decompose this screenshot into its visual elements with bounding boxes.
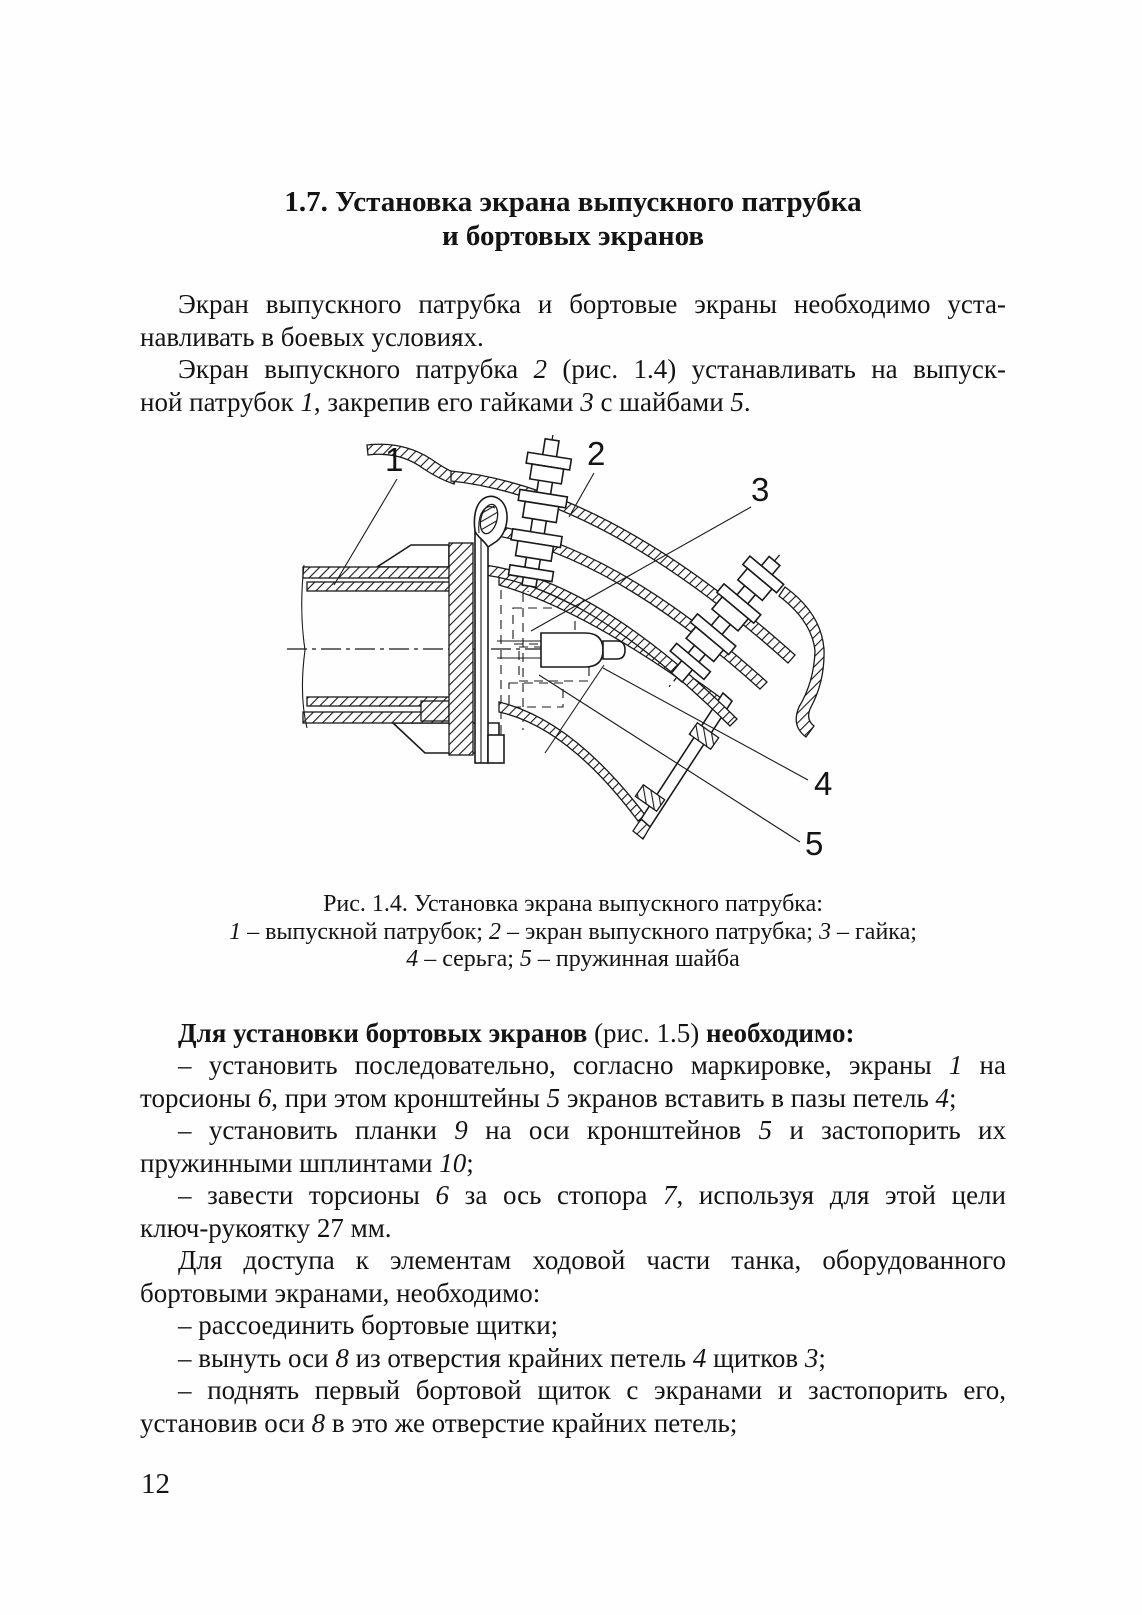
bold-run: Для установки бортовых экранов	[178, 1017, 588, 1048]
text-run: в это же отверстие крайних петель;	[325, 1407, 738, 1438]
paragraph	[140, 1114, 1006, 1179]
text-run: Экран выпускного патрубка и бортовые экраны необходимо уста-	[178, 289, 1006, 319]
italic-ref-number: 1	[948, 1050, 963, 1080]
text-run: .	[743, 386, 751, 417]
body-paragraphs-top	[140, 288, 1006, 418]
text-line	[140, 1017, 1006, 1050]
text-run: на оси кронштейнов	[467, 1115, 759, 1145]
text-run: из отверстия крайних петель	[348, 1342, 693, 1373]
italic-ref-number: 10	[439, 1147, 467, 1178]
italic-ref-number: 4	[935, 1082, 950, 1113]
text-run: ;	[949, 1082, 957, 1113]
page-number: 12	[141, 1468, 170, 1500]
text-run: ключ-рукоятку 27 мм.	[140, 1212, 392, 1243]
text-run: (рис. 1.5)	[587, 1017, 706, 1048]
callout-2: 2	[587, 435, 606, 472]
text-run: , используя для этой цели	[676, 1180, 1006, 1210]
paragraph	[140, 1179, 1006, 1244]
italic-ref-number: 5	[758, 1115, 772, 1145]
italic-ref-number: 3	[580, 386, 594, 417]
text-run: на	[962, 1050, 1006, 1080]
paragraph	[140, 1342, 1006, 1375]
text-run: навливать в боевых условиях.	[140, 321, 484, 352]
figure-caption	[140, 891, 1006, 974]
text-line	[140, 1049, 1006, 1082]
italic-ref-number: 6	[435, 1180, 450, 1210]
text-line	[140, 1244, 1006, 1277]
bold-run: необходимо:	[705, 1017, 855, 1048]
text-line	[140, 1277, 1006, 1310]
text-run: ной патрубок	[140, 386, 301, 417]
text-line	[140, 321, 1006, 354]
text-run: – гайка;	[830, 918, 917, 945]
text-run: – установить планки	[178, 1115, 455, 1145]
text-run: Экран выпускного патрубка	[178, 354, 534, 384]
text-run: , при этом кронштейны	[271, 1082, 547, 1113]
caption-line	[140, 946, 1006, 974]
callout-1: 1	[385, 441, 404, 478]
text-line	[140, 1114, 1006, 1147]
text-run: за ось стопора	[449, 1180, 664, 1210]
callout-3: 3	[751, 471, 770, 508]
italic-ref-number: 2	[488, 918, 501, 945]
italic-ref-number: 5	[730, 386, 744, 417]
callout-5: 5	[805, 825, 824, 860]
caption-line	[140, 919, 1006, 947]
italic-ref-number: 8	[335, 1342, 349, 1373]
section-heading-line: 1.7. Установка экрана выпускного патрубка	[284, 186, 862, 218]
text-line	[140, 1212, 1006, 1245]
text-run: щитков	[706, 1342, 805, 1373]
text-run: экранов вставить в пазы петель	[560, 1082, 936, 1113]
text-run: – вынуть оси	[178, 1342, 336, 1373]
text-column	[140, 0, 1006, 1439]
paragraph	[140, 1309, 1006, 1342]
paragraph	[140, 1017, 1006, 1050]
paragraph	[140, 1374, 1006, 1439]
text-run: , закрепив его гайками	[313, 386, 581, 417]
figure-1-4-drawing	[273, 435, 873, 860]
bolt-assembly-top	[503, 435, 578, 596]
italic-ref-number: 1	[229, 918, 242, 945]
italic-ref-number: 4	[406, 946, 419, 972]
text-run: бортовыми экранами, необходимо:	[140, 1277, 541, 1308]
text-line	[140, 386, 1006, 419]
text-run: – серьга;	[418, 946, 520, 972]
text-run: и застопорить их	[771, 1115, 1006, 1145]
text-run: – выпускной патрубок;	[241, 918, 489, 945]
italic-ref-number: 3	[804, 1342, 819, 1373]
text-line	[140, 1147, 1006, 1180]
shackle-hook	[779, 587, 824, 737]
section-heading	[140, 185, 1006, 253]
italic-ref-number: 9	[454, 1115, 468, 1145]
italic-ref-number: 2	[533, 354, 547, 384]
italic-ref-number: 5	[519, 946, 532, 972]
text-run: Для доступа к элементам ходовой части танка, оборудованного	[178, 1245, 1006, 1275]
text-run: установив оси	[140, 1407, 312, 1438]
callout-4: 4	[814, 765, 833, 802]
italic-ref-number: 7	[663, 1180, 677, 1210]
paragraph	[140, 353, 1006, 418]
body-paragraphs-bottom	[140, 1017, 1006, 1440]
paragraph	[140, 1049, 1006, 1114]
italic-ref-number: 3	[818, 918, 831, 945]
text-run: с шайбами	[593, 386, 731, 417]
text-line	[140, 1082, 1006, 1115]
text-run: пружинными шплинтами	[140, 1147, 440, 1178]
italic-ref-number: 5	[546, 1082, 561, 1113]
paragraph	[140, 1244, 1006, 1309]
section-heading-line: и бортовых экранов	[441, 220, 705, 252]
text-run: – рассоединить бортовые щитки;	[178, 1310, 559, 1340]
text-line	[140, 1309, 1006, 1342]
text-run: торсионы	[140, 1082, 258, 1113]
text-line	[140, 1342, 1006, 1375]
text-run: – завести торсионы	[178, 1180, 436, 1210]
text-run: – пружинная шайба	[531, 946, 740, 972]
text-line	[140, 1179, 1006, 1212]
text-run: – экран выпускного патрубка;	[500, 918, 819, 945]
italic-ref-number: 4	[692, 1342, 707, 1373]
italic-ref-number: 6	[257, 1082, 272, 1113]
italic-ref-number: 8	[311, 1407, 326, 1438]
italic-ref-number: 1	[300, 386, 314, 417]
text-run: ;	[466, 1147, 474, 1178]
text-run: (рис. 1.4) устанавливать на выпуск-	[547, 354, 1006, 384]
text-line	[140, 1407, 1006, 1440]
caption-line	[140, 891, 1006, 919]
text-line	[140, 353, 1006, 386]
text-line	[140, 1374, 1006, 1407]
text-line	[140, 288, 1006, 321]
text-run: – поднять первый бортовой щиток с экранами и застопорить его,	[178, 1375, 1006, 1405]
text-run: ;	[818, 1342, 826, 1373]
text-run: – установить последовательно, согласно маркировке, экраны	[178, 1050, 949, 1080]
paragraph	[140, 288, 1006, 353]
figure-1-4	[273, 435, 873, 860]
text-run: Рис. 1.4. Установка экрана выпускного патрубка:	[323, 891, 823, 917]
